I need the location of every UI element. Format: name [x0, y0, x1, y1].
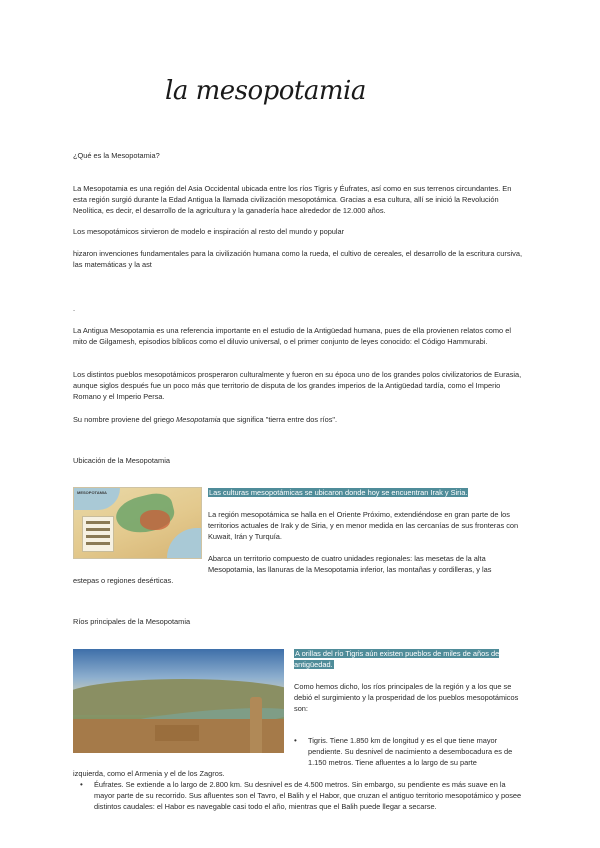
- paragraph-reference: La Antigua Mesopotamia es una referencia importante en el estudio de la Antigüedad humana, pues de ella provienen relatos como el mito de Gilgamesh, episodios bíblicos como el diluvio universal, o el primer conjunto de leyes conocido: el Código Hammurabi.: [73, 326, 511, 347]
- list-item-tigris: [294, 735, 522, 769]
- section-heading-location: Ubicación de la Mesopotamia: [73, 456, 170, 465]
- mesopotamia-map-image: [73, 487, 202, 559]
- euphrates-text: Éufrates. Se extiende a lo largo de 2.800 km. Su desnivel es de 4.500 metros. Sin embargo, su pendiente es más suave en la mayor parte de su recorrido. Sus afluentes son el Tavro, el Balih y el Habor, que cruzan el antiguo territorio mesopotámico y posee distintos caudales: el Habor es navegable casi todo el año, mientras que el Balih puede llegar a secarse.: [94, 780, 522, 812]
- paragraph-dot: .: [73, 304, 76, 313]
- rivers-list-euphrates: [80, 779, 523, 813]
- name-origin-suffix: que significa "tierra entre dos ríos".: [220, 415, 338, 424]
- paragraph-location-units: Abarca un territorio compuesto de cuatro unidades regionales: las mesetas de la alta Mesopotamia, las llanuras de la Mesopotamia inferior, las montañas y cordilleras, y las: [208, 554, 492, 575]
- location-highlight-text: Las culturas mesopotámicas se ubicaron donde hoy se encuentran Irak y Siria.: [209, 488, 468, 497]
- paragraph-inventions: hizaron invenciones fundamentales para la civilización humana como la rueda, el cultivo de cereales, el desarrollo de la escritura cursiva, las matemáticas y la ast: [73, 249, 523, 270]
- location-highlight: [208, 487, 528, 498]
- paragraph-model: Los mesopotámicos sirvieron de modelo e inspiración al resto del mundo y popular: [73, 227, 345, 236]
- tigris-text-cont: izquierda, como el Armenia y el de los Zagros.: [73, 769, 225, 778]
- rivers-highlight-text: A orillas del río Tigris aún existen pueblos de miles de años de antigüedad.: [294, 649, 500, 670]
- list-item-euphrates: [80, 779, 523, 813]
- section-heading-rivers: Ríos principales de la Mesopotamia: [73, 617, 191, 626]
- paragraph-rivers-intro: Como hemos dicho, los ríos principales de la región y a los que se debió el surgimiento y la prosperidad de los pueblos mesopotámicos son:: [294, 682, 519, 714]
- paragraph-location-units-cont: estepas o regiones desérticas.: [73, 576, 174, 585]
- name-origin-greek-word: Mesopotamia: [176, 415, 221, 424]
- paragraph-name-origin: [73, 414, 523, 425]
- paragraph-location-region: La región mesopotámica se halla en el Oriente Próximo, extendiéndose en gran parte de los territorios actuales de Irak y de Siria, y en menor medida en las cercanías de sus fronteras con Kuwait, Irán y Turquía.: [208, 510, 519, 542]
- document-title: la mesopotamia: [165, 76, 366, 106]
- name-origin-prefix: Su nombre proviene del griego: [73, 415, 177, 424]
- tigris-river-photo: [73, 649, 284, 753]
- paragraph-definition: La Mesopotamia es una región del Asia Occidental ubicada entre los ríos Tigris y Éufrates, así como en sus terrenos circundantes. En esta región surgió durante la Edad Antigua la llamada civilización mesopotámica. Gracias a esa cultura, allí se inició la Revolución Neolítica, es decir, el desarrollo de la agricultura y la ganadería hace alrededor de 12.000 años.: [73, 184, 512, 216]
- map-title: MESOPOTAMIA: [77, 490, 107, 495]
- paragraph-peoples: Los distintos pueblos mesopotámicos prosperaron culturalmente y fueron en su época uno de los grandes polos civilizatorios de Eurasia, aunque siglos después fue un poco más que territorio de disputa de los grandes imperios de la Antigüedad tardía, como el Imperio Romano y el Imperio Persa.: [73, 370, 522, 402]
- rivers-highlight: [294, 648, 522, 670]
- section-heading-what-is: ¿Qué es la Mesopotamia?: [73, 151, 160, 160]
- tigris-text: Tigris. Tiene 1.850 km de longitud y es el que tiene mayor pendiente. Su desnivel de nacimiento a desembocadura es de 1.150 metros. Tiene afluentes a lo largo de su parte: [308, 736, 513, 768]
- rivers-list-tigris: [294, 735, 522, 769]
